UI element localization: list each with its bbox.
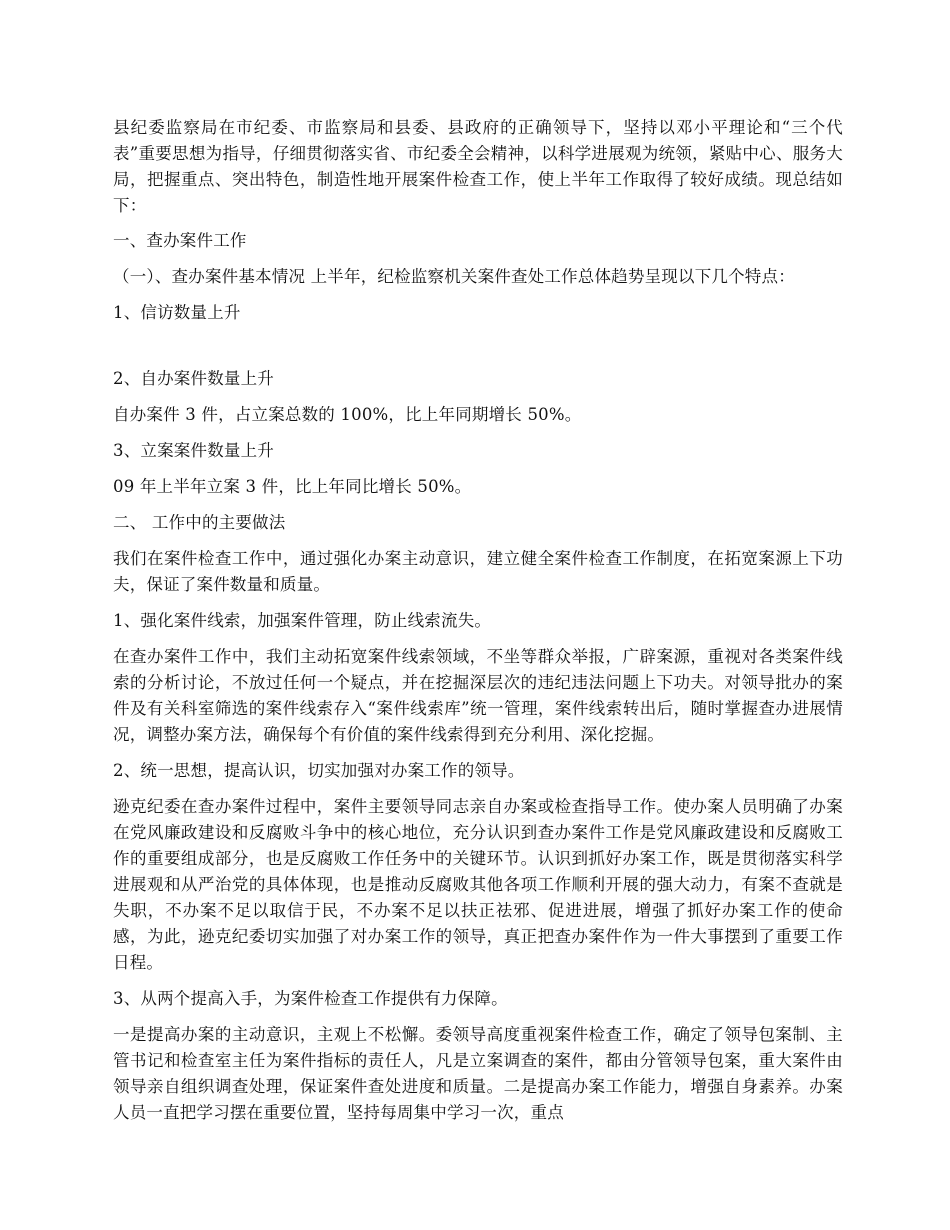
body-paragraph: 自办案件 3 件，占立案总数的 100%，比上年同期增长 50%。 [113,405,582,424]
method-heading-1: 1、强化案件线索，加强案件管理，防止线索流失。 [113,611,492,630]
body-paragraph: 09 年上半年立案 3 件，比上年同比增长 50%。 [113,477,472,496]
item-heading-3: 3、立案案件数量上升 [113,441,274,460]
method-heading-3: 3、从两个提高入手，为案件检查工作提供有力保障。 [113,989,508,1008]
section-heading-1: 一、查办案件工作 [113,231,247,250]
subsection-heading-1: （一）、查办案件基本情况 上半年，纪检监察机关案件查处工作总体趋势呈现以下几个特点： [113,267,795,286]
body-paragraph: 逊克纪委在查办案件过程中，案件主要领导同志亲自办案或检查指导工作。使办案人员明确了办案在党风廉政建设和反腐败斗争中的核心地位，充分认识到查办案件工作是党风廉政建设和反腐败工作的重要组成部分，也是反腐败工作任务中的关键环节。认识到抓好办案工作，既是贯彻落实科学进展观和从严治党的具体体现，也是推动反腐败其他各项工作顺利开展的强大动力，有案不查就是失职，不办案不足以取信于民，不办案不足以扶正祛邪、促进进展，增强了抓好办案工作的使命感，为此，逊克纪委切实加强了对办案工作的领导，真正把查办案件作为一件大事摆到了重要工作日程。 [113,797,843,972]
item-heading-2: 2、自办案件数量上升 [113,369,274,388]
item-heading-1: 1、信访数量上升 [113,303,241,322]
body-paragraph: 我们在案件检查工作中，通过强化办案主动意识，建立健全案件检查工作制度，在拓宽案源上下功夫，保证了案件数量和质量。 [113,549,843,594]
method-heading-2: 2、统一思想，提高认识，切实加强对办案工作的领导。 [113,761,525,780]
body-paragraph: 在查办案件工作中，我们主动拓宽案件线索领域，不坐等群众举报，广辟案源，重视对各类案件线索的分析讨论，不放过任何一个疑点，并在挖掘深层次的违纪违法问题上下功夫。对领导批办的案件及有关科室筛选的案件线索存入“案件线索库”统一管理，案件线索转出后，随时掌握查办进展情况，调整办案方法，确保每个有价值的案件线索得到充分利用、深化挖掘。 [113,647,843,744]
body-paragraph: 一是提高办案的主动意识，主观上不松懈。委领导高度重视案件检查工作，确定了领导包案制、主管书记和检查室主任为案件指标的责任人，凡是立案调查的案件，都由分管领导包案，重大案件由领导亲自组织调查处理，保证案件查处进度和质量。二是提高办案工作能力，增强自身素养。办案人员一直把学习摆在重要位置，坚持每周集中学习一次，重点 [113,1025,843,1122]
section-heading-2: 二、 工作中的主要做法 [113,513,286,532]
document-body [113,115,843,1136]
intro-paragraph: 县纪委监察局在市纪委、市监察局和县委、县政府的正确领导下，坚持以邓小平理论和“三个代表”重要思想为指导，仔细贯彻落实省、市纪委全会精神，以科学进展观为统领，紧贴中心、服务大局，把握重点、突出特色，制造性地开展案件检查工作，使上半年工作取得了较好成绩。现总结如下： [113,118,843,215]
